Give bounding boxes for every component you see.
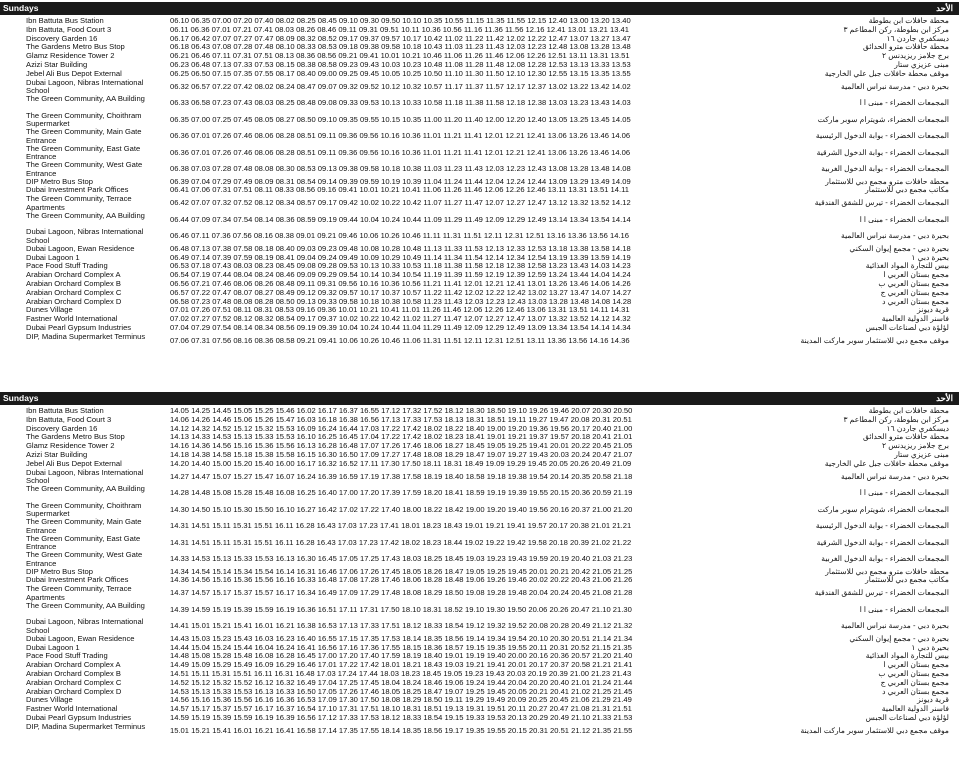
stop-times: 14.51 15.11 15.31 15.51 16.11 16.31 16.48 17.03 17.24 17.44 18.03 18.23 18.45 19.05 19.23 19.43 20.03 20.19 20.39 21.00 21.23 21.43 [170, 668, 632, 678]
stop-name-en: The Green Community, AA Building [26, 600, 145, 610]
stop-times: 06.35 07.00 07.25 07.45 08.05 08.27 08.50 09.10 09.35 09.55 10.15 10.35 11.00 11.20 11.40 12.00 12.20 12.40 13.05 13.25 13.45 14.05 [170, 114, 631, 124]
stop-name-en: Arabian Orchard Complex D [26, 686, 122, 696]
stop-name-ar: موقف مجمع دبي للاستثمار سوبر ماركت المدينة [800, 336, 949, 345]
stop-name-ar: المجمعات الخضراء - مبنى أ أ [859, 99, 949, 108]
stop-name-en: Arabian Orchard Complex A [26, 270, 121, 280]
stop-name-ar: المجمعات الخضراء - بوابة الدخول الرئيسية [815, 132, 949, 141]
stop-name-en: The Green Community, Terrace Apartments [26, 584, 132, 602]
stop-times: 14.43 15.03 15.23 15.43 16.03 16.23 16.40 16.55 17.15 17.35 17.53 18.14 18.35 18.56 19.14 19.34 19.54 20.10 20.30 20.51 21.14 21.34 [170, 633, 633, 643]
stop-name-ar: المجمعات الخضراء، شويترام سوبر ماركت [817, 115, 949, 124]
stop-times: 06.36 07.01 07.26 07.46 08.06 08.28 08.51 09.11 09.36 09.56 10.16 10.36 11.01 11.21 11.41 12.01 12.21 12.41 13.06 13.26 13.46 14.06 [170, 147, 631, 157]
stop-name-ar: مبنى عزيزي ستار [894, 61, 949, 69]
stop-times: 14.41 15.01 15.21 15.41 16.01 16.21 16.38 16.53 17.13 17.33 17.51 18.12 18.33 18.54 19.12 19.32 19.52 20.08 20.28 20.49 21.12 21.32 [170, 621, 633, 631]
stop-times: 06.11 06.36 07.01 07.21 07.41 08.03 08.26 08.46 09.11 09.31 09.51 10.11 10.36 10.56 11.16 11.36 11.56 12.16 12.41 13.01 13.21 13.41 [170, 24, 629, 34]
stop-name-en: The Green Community, West Gate Entrance [26, 160, 143, 178]
stop-times: 06.53 07.18 07.43 08.03 08.23 08.45 09.08 09.28 09.53 10.13 10.33 10.53 11.18 11.38 11.58 12.18 12.38 12.58 13.23 13.43 14.03 14.23 [170, 261, 631, 271]
stop-times: 06.44 07.09 07.34 07.54 08.14 08.36 08.59 09.19 09.44 10.04 10.24 10.44 11.09 11.29 11.49 12.09 12.29 12.49 13.14 13.34 13.54 14.14 [170, 214, 631, 224]
stop-name-en: Jebel Ali Bus Depot External [26, 68, 122, 78]
stop-name-en: Pace Food Stuff Trading [26, 651, 108, 661]
stop-times: 06.57 07.22 07.47 08.07 08.27 08.49 09.12 09.32 09.57 10.17 10.37 10.57 11.22 11.42 12.02 12.22 12.42 13.02 13.27 13.47 14.07 14.27 [170, 287, 632, 297]
stop-name-ar: المجمعات الخضراء - مبنى أ أ [859, 489, 949, 498]
stop-name-en: Azizi Star Building [26, 60, 88, 69]
stop-name-en: The Green Community, AA Building [26, 210, 145, 220]
stop-times: 15.01 15.21 15.41 16.01 16.21 16.41 16.58 17.14 17.35 17.55 18.14 18.35 18.56 19.17 19.35 19.55 20.15 20.31 20.51 21.12 21.35 21.55 [170, 725, 633, 735]
stop-times: 14.27 14.47 15.07 15.27 15.47 16.07 16.24 16.39 16.59 17.19 17.38 17.58 18.19 18.40 18.58 19.18 19.38 19.54 20.14 20.35 20.58 21.18 [170, 471, 633, 481]
stop-name-en: The Gardens Metro Bus Stop [26, 42, 125, 52]
section-title-ar: الأحد [936, 3, 953, 13]
stop-times: 14.36 14.56 15.16 15.36 15.56 16.16 16.33 16.48 17.08 17.28 17.46 18.06 18.28 18.48 19.06 19.26 19.46 20.02 20.22 20.43 21.06 21.26 [170, 575, 633, 585]
stop-name-ar: محطة حافلات مترو مجمع دبي للاستثمار [825, 567, 949, 576]
stop-name-ar: فاسنر الدولية العالمية [881, 705, 949, 714]
stop-times: 14.34 14.54 15.14 15.34 15.54 16.14 16.31 16.46 17.06 17.26 17.45 18.05 18.26 18.47 19.05 19.25 19.45 20.01 20.21 20.42 21.05 21.25 [170, 566, 633, 576]
stop-name-ar: مجمع بستان العربي د [882, 297, 949, 306]
stop-name-en: Dubai Pearl Gypsum Industries [26, 712, 132, 722]
stop-name-ar: برج جلامز ريزيدنس ٢ [882, 52, 949, 61]
stop-times: 14.59 15.19 15.39 15.59 16.19 16.39 16.56 17.12 17.33 17.53 18.12 18.33 18.54 19.15 19.33 19.53 20.13 20.29 20.49 21.10 21.33 21.53 [170, 712, 633, 722]
stop-times: 14.28 14.48 15.08 15.28 15.48 16.08 16.25 16.40 17.00 17.20 17.39 17.59 18.20 18.41 18.59 19.19 19.39 19.55 20.15 20.36 20.59 21.19 [170, 488, 633, 498]
stop-times: 06.41 07.06 07.31 07.51 08.11 08.33 08.56 09.16 09.41 10.01 10.21 10.41 11.06 11.26 11.46 12.06 12.26 12.46 13.11 13.31 13.51 14.11 [170, 185, 629, 195]
stop-times: 06.33 06.58 07.23 07.43 08.03 08.25 08.48 09.08 09.33 09.53 10.13 10.33 10.58 11.18 11.38 11.58 12.18 12.38 13.03 13.23 13.43 14.03 [170, 98, 631, 108]
stop-times: 07.02 07.27 07.52 08.12 08.32 08.54 09.17 09.37 10.02 10.22 10.42 11.02 11.27 11.47 12.07 12.27 12.47 13.07 13.32 13.52 14.12 14.32 [170, 314, 631, 324]
stop-name-ar: المجمعات الخضراء - بوابة الدخول الشرقية [816, 538, 949, 547]
stop-name-en: Dunes Village [26, 305, 73, 315]
stop-times: 14.18 14.38 14.58 15.18 15.38 15.58 16.15 16.30 16.50 17.09 17.27 17.48 18.08 18.29 18.47 19.07 19.27 19.43 20.03 20.24 20.47 21.07 [170, 450, 633, 459]
stop-name-ar: مجمع بستان العربي د [882, 687, 949, 696]
stop-name-ar: محطة حافلات مترو الحدائق [862, 43, 949, 52]
stop-name-ar: محطة حافلات مترو مجمع دبي للاستثمار [825, 177, 949, 186]
stop-name-ar: بحيرة دبي - مجمع إيوان السكني [849, 634, 949, 643]
stop-times: 14.31 14.51 15.11 15.31 15.51 16.11 16.28 16.43 17.03 17.23 17.42 18.02 18.23 18.44 19.02 19.22 19.42 19.58 20.18 20.39 21.02 21.22 [170, 537, 632, 547]
section-title-en: Sundays [3, 3, 39, 13]
stop-times: 14.20 14.40 15.00 15.20 15.40 16.00 16.17 16.32 16.52 17.11 17.30 17.50 18.11 18.31 18.49 19.09 19.29 19.45 20.05 20.26 20.49 21.09 [170, 458, 632, 468]
stop-name-ar: بحيرة دبي - مجمع إيوان السكني [849, 244, 949, 253]
stop-times: 14.44 15.04 15.24 15.44 16.04 16.24 16.41 16.56 17.16 17.36 17.55 18.15 18.36 18.57 19.15 19.35 19.55 20.11 20.31 20.52 21.15 21.35 [170, 642, 632, 652]
stop-name-en: DIP Metro Bus Stop [26, 176, 93, 186]
section-header [0, 2, 959, 15]
stop-name-en: DIP, Madina Supermarket Terminus [26, 721, 146, 731]
stop-name-en: Arabian Orchard Complex B [26, 668, 121, 678]
stop-name-ar: مجمع بستان العربي ب [878, 279, 949, 288]
stop-times: 06.49 07.14 07.39 07.59 08.19 08.41 09.04 09.24 09.49 10.09 10.29 10.49 11.14 11.34 11.54 12.14 12.34 12.54 13.19 13.39 13.59 14.19 [170, 252, 631, 262]
stop-name-en: Fastner World International [26, 704, 118, 714]
stop-name-en: Ibn Battuta Bus Station [26, 406, 104, 415]
stop-name-en: DIP, Madina Supermarket Terminus [26, 331, 146, 341]
stop-times: 14.13 14.33 14.53 15.13 15.33 15.53 16.10 16.25 16.45 17.04 17.22 17.42 18.02 18.23 18.41 19.01 19.21 19.37 19.57 20.18 20.41 21.01 [170, 432, 633, 442]
stop-name-ar: ديسكفري جاردن ١٦ [886, 34, 949, 43]
stop-name-ar: المجمعات الخضراء - مبنى أ أ [859, 605, 949, 614]
stop-times: 06.54 07.19 07.44 08.04 08.24 08.46 09.09 09.29 09.54 10.14 10.34 10.54 11.19 11.39 11.59 12.19 12.39 12.59 13.24 13.44 14.04 14.24 [170, 270, 631, 280]
stop-name-en: Azizi Star Building [26, 450, 88, 459]
stop-name-ar: مجمع بستان العربي ج [880, 678, 949, 687]
stop-name-ar: برج جلامز ريزيدنس ٢ [882, 442, 949, 451]
stop-name-ar: قرية ديونز [917, 306, 949, 315]
stop-times: 07.01 07.26 07.51 08.11 08.31 08.53 09.16 09.36 10.01 10.21 10.41 11.01 11.26 11.46 12.06 12.26 12.46 13.06 13.31 13.51 14.11 14.31 [170, 305, 630, 315]
stop-name-en: The Green Community, Choithram Supermarket [26, 110, 142, 128]
stop-name-ar: مجمع بستان العربي أ [883, 661, 949, 670]
stop-times: 14.37 14.57 15.17 15.37 15.57 16.17 16.34 16.49 17.09 17.29 17.48 18.08 18.29 18.50 19.08 19.28 19.48 20.04 20.24 20.45 21.08 21.28 [170, 588, 633, 598]
stop-name-ar: المجمعات الخضراء، شويترام سوبر ماركت [817, 505, 949, 514]
stop-name-en: Glamz Residence Tower 2 [26, 51, 115, 61]
stop-times: 06.10 06.35 07.00 07.20 07.40 08.02 08.25 08.45 09.10 09.30 09.50 10.10 10.35 10.55 11.15 11.35 11.55 12.15 12.40 13.00 13.20 13.40 [170, 16, 631, 25]
stop-name-en: Arabian Orchard Complex D [26, 296, 122, 306]
stop-times: 06.21 06.46 07.11 07.31 07.51 08.13 08.36 08.56 09.21 09.41 10.01 10.21 10.46 11.06 11.26 11.46 12.06 12.26 12.51 13.11 13.31 13.51 [170, 51, 630, 61]
stop-name-ar: مجمع بستان العربي أ [883, 271, 949, 280]
stop-name-ar: مجمع بستان العربي ج [880, 288, 949, 297]
stop-name-ar: بحيرة دبي - مدرسة نبراس العالمية [841, 232, 949, 241]
stop-name-en: Dunes Village [26, 695, 73, 705]
stop-times: 06.17 06.42 07.07 07.27 07.47 08.09 08.32 08.52 09.17 09.37 09.57 10.17 10.42 11.02 11.22 11.42 12.02 12.22 12.47 13.07 13.27 13.47 [170, 33, 631, 43]
stop-name-en: Ibn Battuta, Food Court 3 [26, 24, 112, 34]
stop-name-ar: لؤلؤة دبي لصناعات الجبس [865, 323, 949, 332]
section-header [0, 392, 959, 405]
stop-name-en: Arabian Orchard Complex B [26, 278, 121, 288]
stop-name-en: Jebel Ali Bus Depot External [26, 458, 122, 468]
stop-times: 06.46 07.11 07.36 07.56 08.16 08.38 09.01 09.21 09.46 10.06 10.26 10.46 11.11 11.31 11.51 12.11 12.31 12.51 13.16 13.36 13.56 14.16 [170, 231, 629, 241]
stop-name-en: The Green Community, Main Gate Entrance [26, 127, 142, 145]
stop-name-ar: المجمعات الخضراء - بوابة الدخول الرئيسية [815, 522, 949, 531]
stop-name-ar: مركز ابن بطوطة، ركن المطاعم ٣ [843, 25, 949, 34]
stop-name-ar: بحيرة دبي ١ [911, 253, 949, 262]
stop-name-en: The Green Community, AA Building [26, 484, 145, 494]
stop-times: 06.23 06.48 07.13 07.33 07.53 08.15 08.38 08.58 09.23 09.43 10.03 10.23 10.48 11.08 11.28 11.48 12.08 12.28 12.53 13.13 13.33 13.53 [170, 60, 631, 69]
stop-name-en: The Green Community, East Gate Entrance [26, 143, 141, 161]
stop-times: 07.04 07.29 07.54 08.14 08.34 08.56 09.19 09.39 10.04 10.24 10.44 11.04 11.29 11.49 12.09 12.29 12.49 13.09 13.34 13.54 14.14 14.34 [170, 322, 631, 332]
stop-name-ar: بيس للتجارة المواد الغذائية [865, 262, 949, 271]
stop-name-ar: مكاتب مجمع دبي للاستثمار [865, 576, 949, 585]
stop-times: 06.25 06.50 07.15 07.35 07.55 08.17 08.40 09.00 09.25 09.45 10.05 10.25 10.50 11.10 11.30 11.50 12.10 12.30 12.55 13.15 13.35 13.55 [170, 68, 631, 78]
stop-name-ar: ديسكفري جاردن ١٦ [886, 424, 949, 433]
stop-name-en: The Green Community, West Gate Entrance [26, 550, 143, 568]
stop-name-ar: المجمعات الخضراء - مبنى أ أ [859, 215, 949, 224]
stop-times: 06.38 07.03 07.28 07.48 08.08 08.30 08.53 09.13 09.38 09.58 10.18 10.38 11.03 11.23 11.43 12.03 12.23 12.43 13.08 13.28 13.48 14.08 [170, 164, 631, 174]
stop-times: 14.16 14.36 14.56 15.16 15.36 15.56 16.13 16.28 16.48 17.07 17.26 17.46 18.06 18.27 18.45 19.05 19.25 19.41 20.01 20.22 20.45 21.05 [170, 441, 633, 451]
stop-name-en: DIP Metro Bus Stop [26, 566, 93, 576]
stop-name-en: The Green Community, AA Building [26, 94, 145, 104]
stop-name-ar: مكاتب مجمع دبي للاستثمار [865, 186, 949, 195]
stop-name-en: Discovery Garden 16 [26, 33, 98, 43]
stop-name-en: Dubai Lagoon, Nibras International School [26, 467, 144, 485]
stop-name-ar: مركز ابن بطوطة، ركن المطاعم ٣ [843, 415, 949, 424]
stop-name-en: Dubai Lagoon, Nibras International School [26, 617, 144, 635]
stop-name-ar: المجمعات الخضراء - بوابة الدخول الغربية [821, 555, 949, 564]
stop-name-ar: موقف مجمع دبي للاستثمار سوبر ماركت المدينة [800, 726, 949, 735]
stop-times: 06.58 07.23 07.48 08.08 08.28 08.50 09.13 09.33 09.58 10.18 10.38 10.58 11.23 11.43 12.03 12.23 12.43 13.03 13.28 13.48 14.08 14.28 [170, 296, 632, 306]
stop-name-ar: موقف محطة حافلات جبل علي الخارجية [824, 459, 949, 468]
stop-name-ar: محطة حافلات ابن بطوطة [868, 17, 949, 25]
stop-name-ar: محطة حافلات مترو الحدائق [862, 433, 949, 442]
stop-times: 06.18 06.43 07.08 07.28 07.48 08.10 08.33 08.53 09.18 09.38 09.58 10.18 10.43 11.03 11.23 11.43 12.03 12.23 12.48 13.08 13.28 13.48 [170, 42, 631, 52]
stop-name-ar: محطة حافلات ابن بطوطة [868, 407, 949, 415]
stop-name-ar: موقف محطة حافلات جبل علي الخارجية [824, 69, 949, 78]
stop-times: 14.06 14.26 14.46 15.06 15.26 15.47 16.03 16.18 16.38 16.56 17.13 17.33 17.53 18.13 18.31 18.51 19.11 19.27 19.47 20.08 20.31 20.51 [170, 414, 632, 424]
stop-times: 14.30 14.50 15.10 15.30 15.50 16.10 16.27 16.42 17.02 17.22 17.40 18.00 18.22 18.42 19.00 19.20 19.40 19.56 20.16 20.37 21.00 21.20 [170, 504, 633, 514]
stop-name-en: The Green Community, East Gate Entrance [26, 533, 141, 551]
stop-name-en: Dubai Pearl Gypsum Industries [26, 322, 132, 332]
stop-name-ar: المجمعات الخضراء - بوابة الدخول الغربية [821, 165, 949, 174]
stop-name-en: Dubai Lagoon, Nibras International School [26, 77, 144, 95]
stop-name-ar: فاسنر الدولية العالمية [881, 315, 949, 324]
stop-times: 14.56 15.16 15.36 15.56 16.16 16.36 16.53 17.09 17.30 17.50 18.08 18.29 18.50 19.11 19.29 19.49 20.09 20.25 20.45 21.06 21.29 21.49 [170, 695, 632, 705]
stop-times: 06.48 07.13 07.38 07.58 08.18 08.40 09.03 09.23 09.48 10.08 10.28 10.48 11.13 11.33 11.53 12.13 12.33 12.53 13.18 13.38 13.58 14.18 [170, 243, 631, 253]
stop-times: 14.39 14.59 15.19 15.39 15.59 16.19 16.36 16.51 17.11 17.31 17.50 18.10 18.31 18.52 19.10 19.30 19.50 20.06 20.26 20.47 21.10 21.30 [170, 604, 632, 614]
stop-times: 14.48 15.08 15.28 15.48 16.08 16.28 16.45 17.00 17.20 17.40 17.59 18.19 18.40 19.01 19.19 19.40 20.00 20.16 20.36 20.57 21.20 21.40 [170, 651, 633, 661]
stop-name-en: Arabian Orchard Complex A [26, 660, 121, 670]
stop-times: 14.57 15.17 15.37 15.57 16.17 16.37 16.54 17.10 17.31 17.51 18.10 18.31 18.51 19.13 19.31 19.51 20.11 20.27 20.47 21.08 21.31 21.51 [170, 704, 632, 714]
stop-name-en: Dubai Lagoon 1 [26, 252, 80, 262]
stop-name-en: The Green Community, Terrace Apartments [26, 194, 132, 212]
section-title-ar: الأحد [936, 393, 953, 403]
stop-name-ar: المجمعات الخضراء - بوابة الدخول الشرقية [816, 148, 949, 157]
stop-name-en: Ibn Battuta Bus Station [26, 16, 104, 25]
stop-name-en: The Green Community, Choithram Supermarket [26, 500, 142, 518]
stop-name-ar: مبنى عزيزي ستار [894, 451, 949, 459]
stop-name-en: The Gardens Metro Bus Stop [26, 432, 125, 442]
stop-name-ar: بحيرة دبي - مدرسة نبراس العالمية [841, 622, 949, 631]
stop-name-ar: قرية ديونز [917, 696, 949, 705]
stop-name-ar: بحيرة دبي - مدرسة نبراس العالمية [841, 82, 949, 91]
stop-name-en: Discovery Garden 16 [26, 423, 98, 433]
stop-name-en: Dubai Investment Park Offices [26, 185, 129, 195]
stop-name-ar: بحيرة دبي - مدرسة نبراس العالمية [841, 472, 949, 481]
stop-times: 14.12 14.32 14.52 15.12 15.32 15.53 16.09 16.24 16.44 17.03 17.22 17.42 18.02 18.22 18.40 19.00 19.20 19.36 19.56 20.17 20.40 21.00 [170, 423, 633, 433]
stop-times: 06.36 07.01 07.26 07.46 08.06 08.28 08.51 09.11 09.36 09.56 10.16 10.36 11.01 11.21 11.41 12.01 12.21 12.41 13.06 13.26 13.46 14.06 [170, 131, 631, 141]
stop-times: 07.06 07.31 07.56 08.16 08.36 08.58 09.21 09.41 10.06 10.26 10.46 11.06 11.31 11.51 12.11 12.31 12.51 13.11 13.36 13.56 14.16 14.36 [170, 335, 630, 345]
stop-name-en: Fastner World International [26, 314, 118, 324]
stop-times: 14.53 15.13 15.33 15.53 16.13 16.33 16.50 17.05 17.26 17.46 18.05 18.25 18.47 19.07 19.25 19.45 20.05 20.21 20.41 21.02 21.25 21.45 [170, 686, 633, 696]
stop-name-en: Ibn Battuta, Food Court 3 [26, 414, 112, 424]
stop-name-en: Dubai Lagoon 1 [26, 642, 80, 652]
stop-times: 06.56 07.21 07.46 08.06 08.26 08.48 09.11 09.31 09.56 10.16 10.36 10.56 11.21 11.41 12.01 12.21 12.41 13.01 13.26 13.46 14.06 14.26 [170, 278, 631, 288]
stop-times: 14.31 14.51 15.11 15.31 15.51 16.11 16.28 16.43 17.03 17.23 17.41 18.01 18.23 18.43 19.01 19.21 19.41 19.57 20.17 20.38 21.01 21.21 [170, 521, 632, 531]
stop-name-en: Glamz Residence Tower 2 [26, 441, 115, 451]
stop-name-ar: المجمعات الخضراء - تيرس للشقق الفندقية [814, 589, 949, 598]
stop-times: 14.33 14.53 15.13 15.33 15.53 16.13 16.30 16.45 17.05 17.25 17.43 18.03 18.25 18.45 19.03 19.23 19.43 19.59 20.19 20.40 21.03 21.23 [170, 554, 633, 564]
stop-name-en: Dubai Lagoon, Nibras International School [26, 227, 144, 245]
stop-times: 14.52 15.12 15.32 15.52 16.12 16.32 16.49 17.04 17.25 17.45 18.04 18.24 18.46 19.06 19.24 19.44 20.04 20.20 20.40 21.01 21.24 21.44 [170, 677, 633, 687]
stop-name-ar: بحيرة دبي ١ [911, 643, 949, 652]
stop-name-en: Dubai Lagoon, Ewan Residence [26, 633, 135, 643]
stop-name-en: Dubai Investment Park Offices [26, 575, 129, 585]
stop-times: 06.42 07.07 07.32 07.52 08.12 08.34 08.57 09.17 09.42 10.02 10.22 10.42 11.07 11.27 11.47 12.07 12.27 12.47 13.12 13.32 13.52 14.12 [170, 198, 631, 208]
section-title-en: Sundays [3, 393, 39, 403]
stop-name-ar: بيس للتجارة المواد الغذائية [865, 652, 949, 661]
stop-name-en: Pace Food Stuff Trading [26, 261, 108, 271]
stop-name-ar: المجمعات الخضراء - تيرس للشقق الفندقية [814, 199, 949, 208]
stop-name-en: Dubai Lagoon, Ewan Residence [26, 243, 135, 253]
stop-name-en: Arabian Orchard Complex C [26, 677, 122, 687]
stop-name-en: The Green Community, Main Gate Entrance [26, 517, 142, 535]
stop-name-en: Arabian Orchard Complex C [26, 287, 122, 297]
stop-name-ar: لؤلؤة دبي لصناعات الجبس [865, 713, 949, 722]
stop-name-ar: مجمع بستان العربي ب [878, 669, 949, 678]
stop-times: 14.49 15.09 15.29 15.49 16.09 16.29 16.46 17.01 17.22 17.42 18.01 18.21 18.43 19.03 19.21 19.41 20.01 20.17 20.37 20.58 21.21 21.41 [170, 660, 633, 670]
stop-times: 06.39 07.04 07.29 07.49 08.09 08.31 08.54 09.14 09.39 09.59 10.19 10.39 11.04 11.24 11.44 12.04 12.24 12.44 13.09 13.29 13.49 14.09 [170, 176, 631, 186]
stop-times: 06.32 06.57 07.22 07.42 08.02 08.24 08.47 09.07 09.32 09.52 10.12 10.32 10.57 11.17 11.37 11.57 12.17 12.37 13.02 13.22 13.42 14.02 [170, 81, 631, 91]
stop-times: 14.05 14.25 14.45 15.05 15.25 15.46 16.02 16.17 16.37 16.55 17.12 17.32 17.52 18.12 18.30 18.50 19.10 19.26 19.46 20.07 20.30 20.50 [170, 406, 633, 415]
